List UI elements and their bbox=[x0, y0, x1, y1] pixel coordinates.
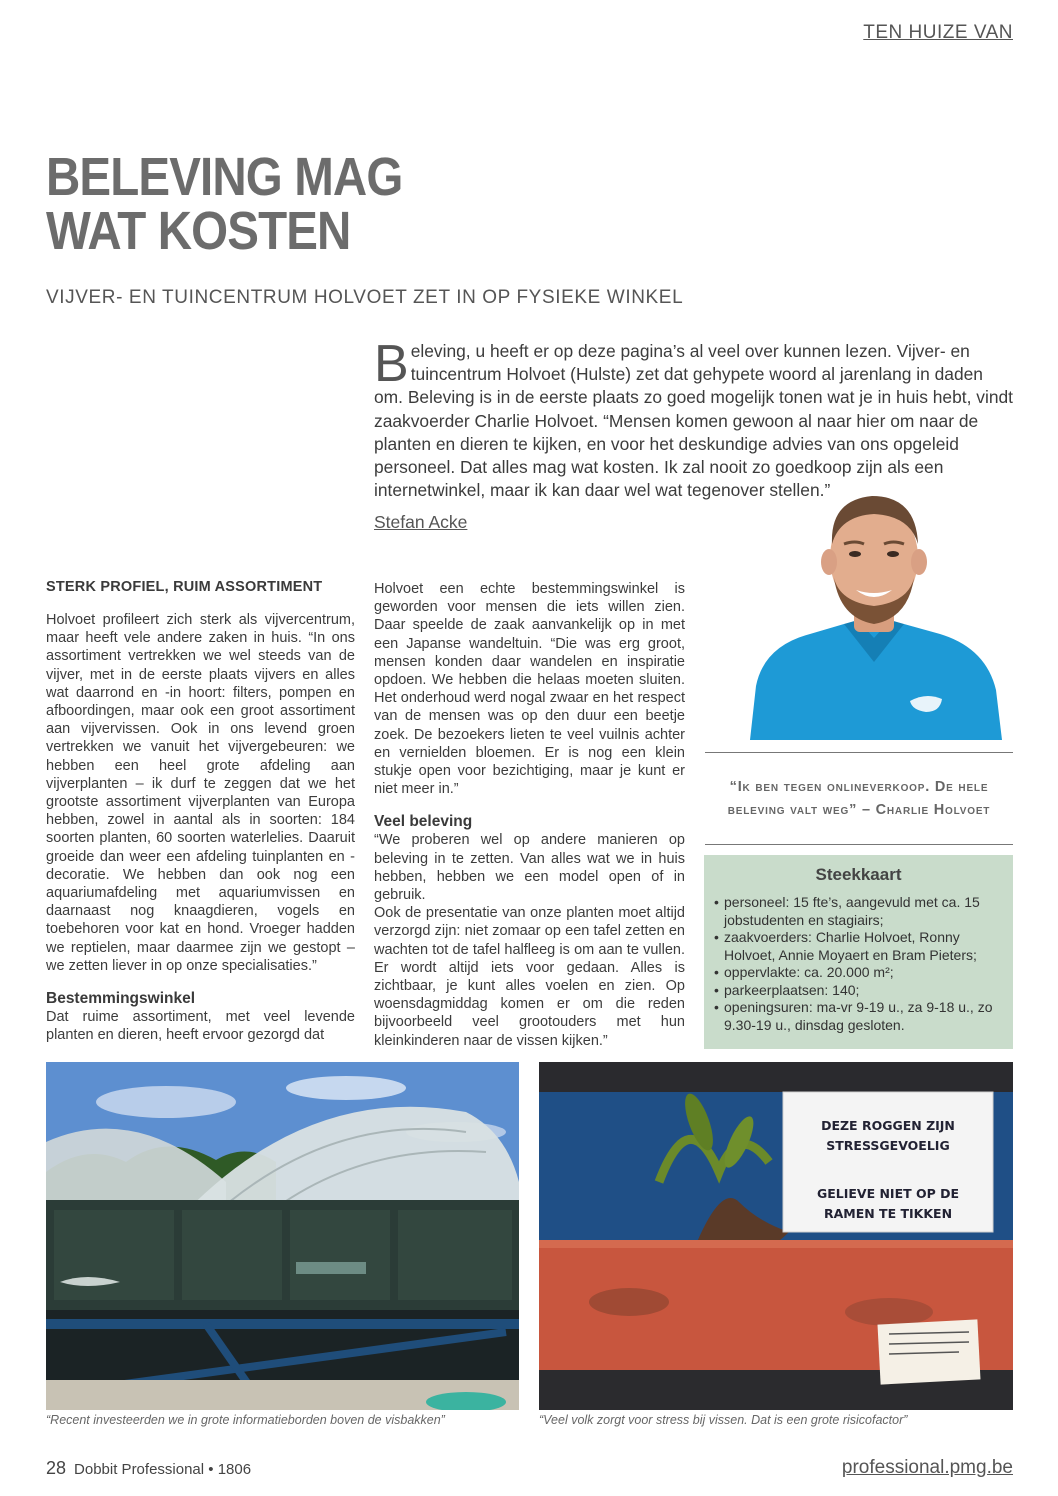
photo-caption-1: “Recent investeerden we in grote informatieborden boven de visbakken” bbox=[46, 1413, 445, 1427]
article-column-2 bbox=[374, 580, 685, 1050]
footer-url-link[interactable]: professional.pmg.be bbox=[841, 1457, 1013, 1478]
section-heading-experience: Veel beleving bbox=[374, 813, 473, 831]
body-paragraph: Ook de presentatie van onze planten moet altijd verzorgd zijn: niet zomaar op een tafel zetten en wachten tot de tafel halfleeg is om aan te vullen. Er wordt altijd iets voor gedaan. Alles is zichtbaar, je kunt alles voelen en zien. Op woensdagmiddag komen er om die reden bijvoorbeeld veel grootouders met hun kleinkinderen naar de vissen kijken.” bbox=[374, 905, 685, 1049]
article-title-line-2: WAT KOSTEN bbox=[46, 201, 351, 261]
page-number: 28 bbox=[46, 1458, 67, 1478]
pull-quote-line-1: “Ik ben tegen onlineverkoop. De hele bbox=[729, 779, 989, 795]
body-paragraph: “We proberen wel op andere manieren op beleving in te zetten. Van alles wat we in huis hebben, hebben we een model open of in gebruik. bbox=[374, 832, 685, 904]
body-paragraph: Dat ruime assortiment, met veel levende planten en dieren, heeft ervoor gezorgd dat bbox=[46, 1009, 355, 1044]
intro-text: eleving, u heeft er op deze pagina’s al veel over kunnen lezen. Vijver- en tuincentrum Holvoet (Hulste) zet dat gehypete woord al jarenlang in daden om. Beleving is in de eerste plaats zo goed mogelijk tonen wat je in huis hebt, vindt zaakvoerder Charlie Holvoet. “Mensen komen gewoon al naar hier om naar de planten en dieren te kijken, en voor het deskundige advies van ons opgeleid personeel. Dat alles mag wat kosten. Ik zal nooit zo goedkoop zijn als een internetwinkel, maar ik kan daar wel wat tegenover stellen.” bbox=[374, 341, 1013, 501]
fact-item: • personeel: 15 fte’s, aangevuld met ca. 15 jobstudenten en stagiairs; bbox=[714, 894, 1003, 929]
fact-box-title: Steekkaart bbox=[815, 865, 902, 884]
photo-info-boards bbox=[46, 1062, 519, 1410]
quote-rule-top bbox=[705, 752, 1013, 753]
fact-box bbox=[704, 855, 1013, 1049]
footer-publication bbox=[46, 1458, 251, 1479]
author-byline[interactable]: Stefan Acke bbox=[374, 512, 468, 532]
fact-list bbox=[714, 894, 1003, 1034]
section-heading-profile: STERK PROFIEL, RUIM ASSORTIMENT bbox=[46, 579, 323, 595]
sign-line-4: RAMEN TE TIKKEN bbox=[823, 1206, 953, 1221]
fact-item: • zaakvoerders: Charlie Holvoet, Ronny Holvoet, Annie Moyaert en Bram Pieters; bbox=[714, 929, 1003, 964]
fact-item: • openingsuren: ma-vr 9-19 u., za 9-18 u., zo 9.30-19 u., dinsdag gesloten. bbox=[714, 999, 1003, 1034]
photo-aquarium bbox=[539, 1062, 1013, 1410]
article-title-line-1: BELEVING MAG bbox=[46, 147, 403, 207]
pull-quote bbox=[705, 776, 1013, 822]
article-column-1 bbox=[46, 578, 355, 1044]
publication-name: Dobbit Professional • 1806 bbox=[74, 1461, 252, 1478]
intro-dropcap: B bbox=[374, 335, 409, 393]
sign-line-3: GELIEVE NIET OP DE bbox=[816, 1186, 960, 1201]
portrait-photo bbox=[740, 486, 1008, 740]
fact-item: • oppervlakte: ca. 20.000 m²; bbox=[714, 964, 1003, 982]
section-label[interactable]: TEN HUIZE VAN bbox=[863, 22, 1013, 43]
body-paragraph: Holvoet profileert zich sterk als vijvercentrum, maar heeft vele andere zaken in huis. “In ons assortiment vertrekken we wel steeds van de vijver, met in de eerste plaats vijvers en alles wat daarrond en -in hoort: filters, pompen en afboordingen, maar ook een groot assortiment aan vijvervissen. Ook in ons levend groen vertrekken we vanuit het vijvergebeuren: we hebben een heel grote afdeling aan vijverplanten – ik durf te zeggen dat we het grootste assortiment vijverplanten van Europa hebben, zowel in aantal als in soorten: 184 soorten planten, 60 soorten waterlelies. Daaruit groeide dan weer een afdeling tuinplanten en -decoratie. We hebben dan ook nog een aquariumafdeling met aquariumvissen en daarnaast nog knaagdieren, vogels en toebehoren voor kat en hond. Vroeger hadden we reptielen, maar daarmee zijn we gestopt – we zetten liever in op onze specialisaties.” bbox=[46, 612, 355, 974]
fact-item: • parkeerplaatsen: 140; bbox=[714, 982, 1003, 1000]
section-heading-destination: Bestemmingswinkel bbox=[46, 990, 196, 1008]
article-intro bbox=[374, 335, 1014, 502]
body-paragraph: Holvoet een echte bestemmingswinkel is geworden voor mensen die iets willen zien. Daar speelde de zaak aanvankelijk op in met een Japanse wandeltuin. “Die was erg groot, mensen konden daar wandelen en inspiratie opdoen. We hebben die helaas moeten sluiten. Het onderhoud werd nogal zwaar en het respect van de mensen was op den duur een beetje zoek. De bezoekers lieten te veel vuilnis achter en vernielden bloemen. Er is nog een klein stukje open voor bezichtiging, maar je kunt er niet meer in.” bbox=[374, 581, 685, 798]
sign-line-1: DEZE ROGGEN ZIJN bbox=[821, 1118, 955, 1133]
quote-rule-bottom bbox=[705, 844, 1013, 845]
photo-caption-2: “Veel volk zorgt voor stress bij vissen. Dat is een grote risicofactor” bbox=[539, 1413, 908, 1427]
article-title bbox=[46, 147, 574, 261]
article-subtitle: VIJVER- EN TUINCENTRUM HOLVOET ZET IN OP FYSIEKE WINKEL bbox=[46, 287, 684, 308]
pull-quote-line-2: beleving valt weg” – Charlie Holvoet bbox=[727, 802, 991, 818]
sign-line-2: STRESSGEVOELIG bbox=[826, 1138, 950, 1153]
